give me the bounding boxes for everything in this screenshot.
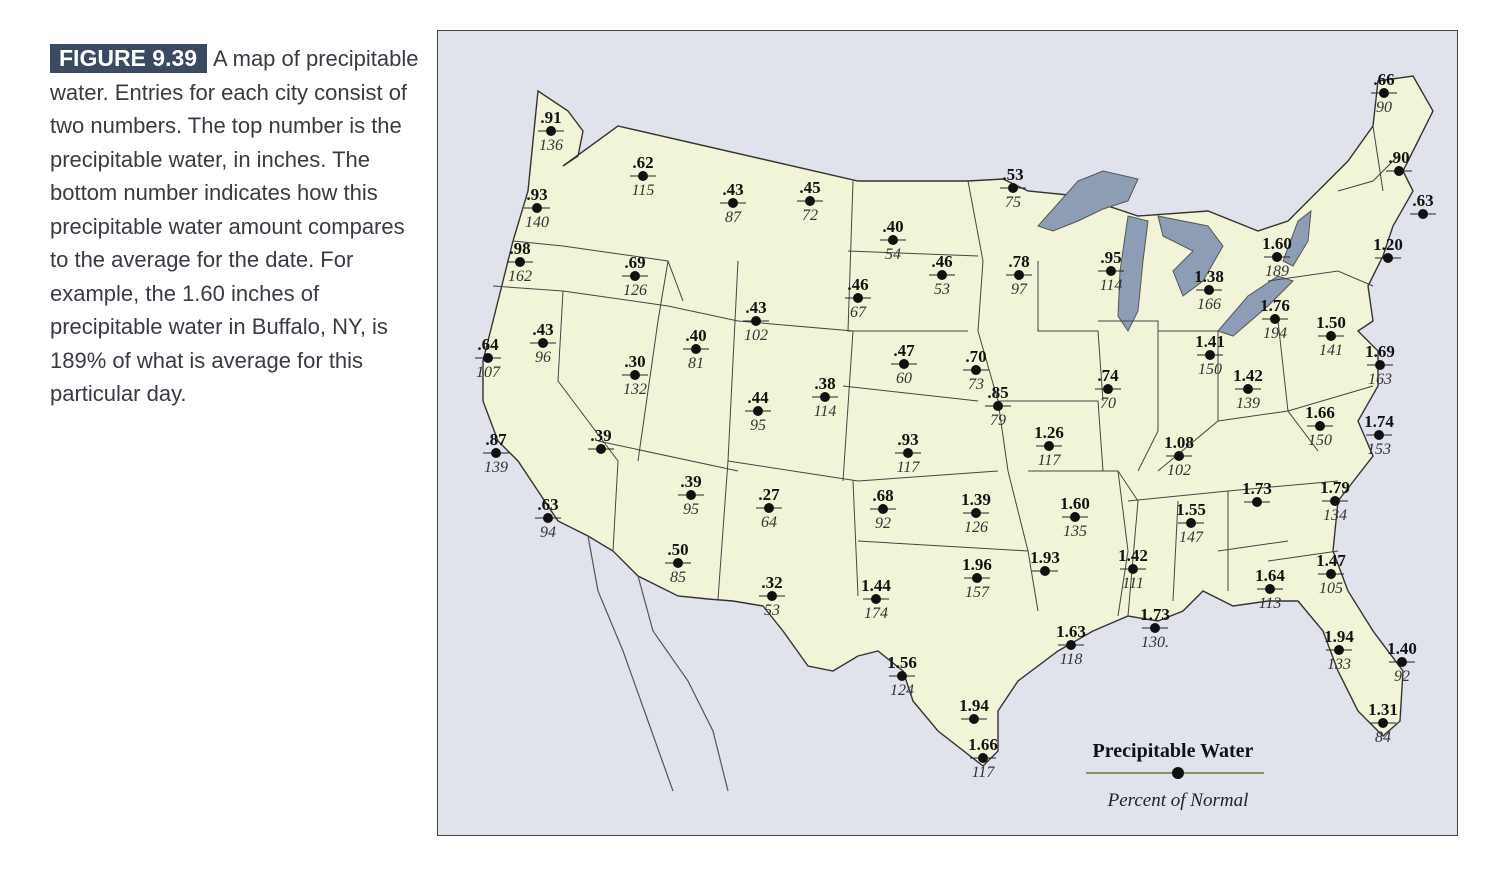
station-dot xyxy=(1103,384,1113,394)
station-dot xyxy=(1330,496,1340,506)
station-percent: 139 xyxy=(484,459,508,476)
station-percent: 87 xyxy=(725,209,741,226)
station-percent: 126 xyxy=(964,519,988,536)
station-dot xyxy=(491,448,501,458)
station-percent: 85 xyxy=(670,569,686,586)
station-26 xyxy=(1260,296,1290,342)
station-percent: 102 xyxy=(1167,462,1191,479)
station-percent: 72 xyxy=(802,207,818,224)
station-50 xyxy=(1320,478,1350,524)
station-dot xyxy=(1014,270,1024,280)
station-value: 1.73 xyxy=(1140,605,1170,624)
station-percent: 174 xyxy=(864,605,888,622)
station-dot xyxy=(1397,657,1407,667)
station-dot xyxy=(1378,718,1388,728)
station-value: .39 xyxy=(680,472,702,491)
station-percent: 75 xyxy=(1005,194,1021,211)
station-19 xyxy=(743,298,769,344)
station-dot xyxy=(993,401,1003,411)
station-value: .46 xyxy=(847,275,869,294)
station-value: .74 xyxy=(1097,366,1119,385)
station-percent: 94 xyxy=(540,524,556,541)
station-percent: 92 xyxy=(1394,668,1410,685)
station-dot xyxy=(1418,209,1428,219)
station-percent: 105 xyxy=(1319,580,1343,597)
legend-dot xyxy=(1172,767,1184,779)
station-42 xyxy=(535,495,561,541)
station-value: 1.39 xyxy=(961,490,991,509)
station-percent: 117 xyxy=(1037,452,1061,469)
station-value: 1.56 xyxy=(887,653,917,672)
station-30 xyxy=(1233,366,1263,412)
station-percent: 134 xyxy=(1323,507,1347,524)
station-37 xyxy=(483,430,509,476)
station-value: .63 xyxy=(1412,191,1434,210)
station-dot xyxy=(546,126,556,136)
station-59 xyxy=(1140,605,1170,651)
caption-text: A map of precipitable water. Entries for each city consist of two numbers. The top number is the precipitable water, in inches. The bottom number indicates how this precipitable water amount compares to the average for the date. For example, the 1.60 inches of precipitable water in Buffalo, NY, is 189% of what is average for this particular day. xyxy=(50,46,419,406)
station-48 xyxy=(1176,500,1206,546)
station-6 xyxy=(524,185,550,231)
station-value: .50 xyxy=(667,540,689,559)
station-dot xyxy=(1326,569,1336,579)
station-dot xyxy=(1066,640,1076,650)
station-value: .30 xyxy=(624,352,646,371)
station-percent: 126 xyxy=(623,282,647,299)
station-value: .43 xyxy=(745,298,767,317)
station-32 xyxy=(812,374,838,420)
station-dot xyxy=(972,573,982,583)
station-14 xyxy=(1262,234,1292,280)
station-dot xyxy=(753,406,763,416)
station-54 xyxy=(1118,546,1148,592)
station-dot xyxy=(897,671,907,681)
station-dot xyxy=(1334,645,1344,655)
station-7 xyxy=(507,239,533,285)
station-percent: 141 xyxy=(1319,342,1343,359)
station-percent: 95 xyxy=(683,501,699,518)
station-value: .68 xyxy=(872,486,894,505)
station-percent: 92 xyxy=(875,515,891,532)
station-percent: 150 xyxy=(1308,432,1332,449)
station-value: .46 xyxy=(931,252,953,271)
station-value: 1.79 xyxy=(1320,478,1350,497)
station-0 xyxy=(538,108,564,154)
station-percent: 67 xyxy=(850,304,866,321)
station-39 xyxy=(895,430,921,476)
station-value: .32 xyxy=(761,573,783,592)
station-percent: 139 xyxy=(1236,395,1260,412)
station-percent: 114 xyxy=(1099,277,1123,294)
station-percent: 133 xyxy=(1327,656,1351,673)
station-dot xyxy=(1070,512,1080,522)
station-percent: 111 xyxy=(1122,575,1144,592)
map-svg xyxy=(438,31,1458,836)
station-dot xyxy=(1243,384,1253,394)
station-value: 1.74 xyxy=(1364,412,1394,431)
station-dot xyxy=(1174,451,1184,461)
station-value: 1.20 xyxy=(1373,235,1403,254)
station-percent: 166 xyxy=(1197,296,1221,313)
station-23 xyxy=(622,352,648,398)
station-dot xyxy=(1252,497,1262,507)
station-52 xyxy=(962,555,992,601)
station-dot xyxy=(853,293,863,303)
station-value: .64 xyxy=(477,335,499,354)
station-47 xyxy=(1060,494,1090,540)
station-dot xyxy=(1374,430,1384,440)
legend-title: Precipitable Water xyxy=(1092,740,1254,762)
station-value: .91 xyxy=(540,108,562,127)
station-dot xyxy=(1394,166,1404,176)
station-value: .69 xyxy=(624,253,646,272)
station-value: 1.63 xyxy=(1056,622,1086,641)
station-dot xyxy=(596,444,606,454)
station-percent: 107 xyxy=(476,364,500,381)
station-percent: 153 xyxy=(1367,441,1391,458)
station-percent: 136 xyxy=(539,137,563,154)
station-value: .70 xyxy=(965,347,987,366)
station-percent: 162 xyxy=(508,268,532,285)
figure-label: FIGURE 9.39 xyxy=(50,44,207,73)
station-dot xyxy=(673,558,683,568)
station-value: .39 xyxy=(590,426,612,445)
station-value: 1.73 xyxy=(1242,479,1272,498)
station-dot xyxy=(871,594,881,604)
station-dot xyxy=(1383,253,1393,263)
precipitable-water-map xyxy=(437,30,1458,836)
station-dot xyxy=(630,271,640,281)
station-dot xyxy=(1186,518,1196,528)
station-value: 1.38 xyxy=(1194,267,1224,286)
station-value: 1.50 xyxy=(1316,313,1346,332)
station-percent: 102 xyxy=(744,327,768,344)
station-dot xyxy=(686,490,696,500)
station-percent: 115 xyxy=(631,182,655,199)
station-12 xyxy=(1098,248,1124,294)
station-percent: 53 xyxy=(764,602,780,619)
station-value: .45 xyxy=(799,178,821,197)
station-dot xyxy=(878,504,888,514)
station-value: 1.66 xyxy=(968,735,998,754)
station-percent: 53 xyxy=(934,281,950,298)
station-value: 1.60 xyxy=(1060,494,1090,513)
legend-subtitle: Percent of Normal xyxy=(1107,790,1249,811)
station-value: 1.94 xyxy=(959,696,989,715)
station-dot xyxy=(515,257,525,267)
station-value: 1.76 xyxy=(1260,296,1290,315)
station-dot xyxy=(630,370,640,380)
station-value: .66 xyxy=(1373,70,1395,89)
station-percent: 114 xyxy=(813,403,837,420)
station-value: .90 xyxy=(1388,148,1410,167)
station-value: 1.41 xyxy=(1195,332,1225,351)
station-13 xyxy=(1194,267,1224,313)
station-value: .53 xyxy=(1002,165,1024,184)
station-percent: 147 xyxy=(1179,529,1203,546)
station-35 xyxy=(1305,403,1335,449)
station-percent: 60 xyxy=(896,370,912,387)
station-value: 1.55 xyxy=(1176,500,1206,519)
station-dot xyxy=(1150,623,1160,633)
station-dot xyxy=(1379,88,1389,98)
station-dot xyxy=(767,591,777,601)
station-dot xyxy=(1265,584,1275,594)
station-percent: 189 xyxy=(1265,263,1289,280)
station-percent: 132 xyxy=(623,381,647,398)
station-percent: 135 xyxy=(1063,523,1087,540)
station-value: 1.64 xyxy=(1255,566,1285,585)
station-value: 1.40 xyxy=(1387,639,1417,658)
station-dot xyxy=(937,270,947,280)
station-value: 1.42 xyxy=(1118,546,1148,565)
station-value: 1.42 xyxy=(1233,366,1263,385)
station-66 xyxy=(968,735,998,781)
station-dot xyxy=(1375,360,1385,370)
station-dot xyxy=(1040,566,1050,576)
station-value: 1.94 xyxy=(1324,627,1354,646)
station-value: .40 xyxy=(882,217,904,236)
station-percent: 130. xyxy=(1141,634,1169,651)
station-65 xyxy=(1368,700,1398,746)
station-dot xyxy=(971,508,981,518)
station-dot xyxy=(1008,183,1018,193)
station-value: 1.93 xyxy=(1030,548,1060,567)
station-61 xyxy=(1324,627,1354,673)
station-57 xyxy=(861,576,891,622)
station-value: .78 xyxy=(1008,252,1030,271)
station-value: 1.96 xyxy=(962,555,992,574)
station-percent: 70 xyxy=(1100,395,1116,412)
station-value: .93 xyxy=(526,185,548,204)
station-percent: 157 xyxy=(965,584,989,601)
station-value: .47 xyxy=(893,341,915,360)
station-percent: 79 xyxy=(990,412,1006,429)
station-dot xyxy=(1272,252,1282,262)
station-percent: 81 xyxy=(688,355,704,372)
station-dot xyxy=(538,338,548,348)
station-value: .38 xyxy=(814,374,836,393)
station-dot xyxy=(1326,331,1336,341)
station-dot xyxy=(1315,421,1325,431)
station-value: .95 xyxy=(1100,248,1122,267)
us-landmass xyxy=(483,76,1433,766)
station-dot xyxy=(805,196,815,206)
station-dot xyxy=(1128,564,1138,574)
station-percent: 117 xyxy=(971,764,995,781)
station-value: 1.66 xyxy=(1305,403,1335,422)
station-percent: 140 xyxy=(525,214,549,231)
station-dot xyxy=(691,344,701,354)
station-value: .63 xyxy=(537,495,559,514)
station-percent: 97 xyxy=(1011,281,1027,298)
station-value: .98 xyxy=(509,239,531,258)
station-percent: 163 xyxy=(1368,371,1392,388)
station-percent: 124 xyxy=(890,682,914,699)
station-27 xyxy=(1316,313,1346,359)
station-percent: 73 xyxy=(968,376,984,393)
station-percent: 95 xyxy=(750,417,766,434)
station-value: 1.47 xyxy=(1316,551,1346,570)
station-percent: 118 xyxy=(1059,651,1083,668)
station-percent: 84 xyxy=(1375,729,1391,746)
station-value: .87 xyxy=(485,430,507,449)
station-dot xyxy=(764,503,774,513)
station-41 xyxy=(1164,433,1194,479)
station-dot xyxy=(888,235,898,245)
station-dot xyxy=(903,448,913,458)
station-dot xyxy=(1270,314,1280,324)
station-17 xyxy=(1410,191,1436,219)
station-8 xyxy=(622,253,648,299)
station-value: 1.44 xyxy=(861,576,891,595)
station-value: 1.60 xyxy=(1262,234,1292,253)
station-28 xyxy=(1365,342,1395,388)
station-dot xyxy=(899,359,909,369)
station-value: .40 xyxy=(685,326,707,345)
station-percent: 117 xyxy=(896,459,920,476)
station-dot xyxy=(978,753,988,763)
station-40 xyxy=(1034,423,1064,469)
station-dot xyxy=(543,513,553,523)
station-dot xyxy=(1205,350,1215,360)
station-46 xyxy=(961,490,991,536)
station-value: 1.69 xyxy=(1365,342,1395,361)
station-percent: 113 xyxy=(1258,595,1282,612)
station-dot xyxy=(532,203,542,213)
station-value: 1.08 xyxy=(1164,433,1194,452)
station-value: .44 xyxy=(747,388,769,407)
station-percent: 64 xyxy=(761,514,777,531)
station-value: .43 xyxy=(722,180,744,199)
station-value: .85 xyxy=(987,383,1009,402)
station-dot xyxy=(728,198,738,208)
station-dot xyxy=(751,316,761,326)
station-55 xyxy=(1316,551,1346,597)
station-36 xyxy=(1364,412,1394,458)
station-value: 1.26 xyxy=(1034,423,1064,442)
station-value: .27 xyxy=(758,485,780,504)
station-value: .43 xyxy=(532,320,554,339)
station-dot xyxy=(483,353,493,363)
station-60 xyxy=(1056,622,1086,668)
station-58 xyxy=(1255,566,1285,612)
station-22 xyxy=(475,335,501,381)
station-dot xyxy=(969,714,979,724)
figure-caption xyxy=(50,42,420,411)
station-29 xyxy=(1195,332,1225,378)
station-percent: 150 xyxy=(1198,361,1222,378)
station-dot xyxy=(1044,441,1054,451)
station-percent: 194 xyxy=(1263,325,1287,342)
station-dot xyxy=(820,392,830,402)
station-percent: 90 xyxy=(1376,99,1392,116)
station-value: .62 xyxy=(632,153,654,172)
station-value: .93 xyxy=(897,430,919,449)
station-63 xyxy=(887,653,917,699)
station-dot xyxy=(1204,285,1214,295)
station-dot xyxy=(1106,266,1116,276)
station-percent: 54 xyxy=(885,246,901,263)
station-percent: 96 xyxy=(535,349,551,366)
station-dot xyxy=(638,171,648,181)
station-1 xyxy=(630,153,656,199)
station-dot xyxy=(971,365,981,375)
station-value: 1.31 xyxy=(1368,700,1398,719)
